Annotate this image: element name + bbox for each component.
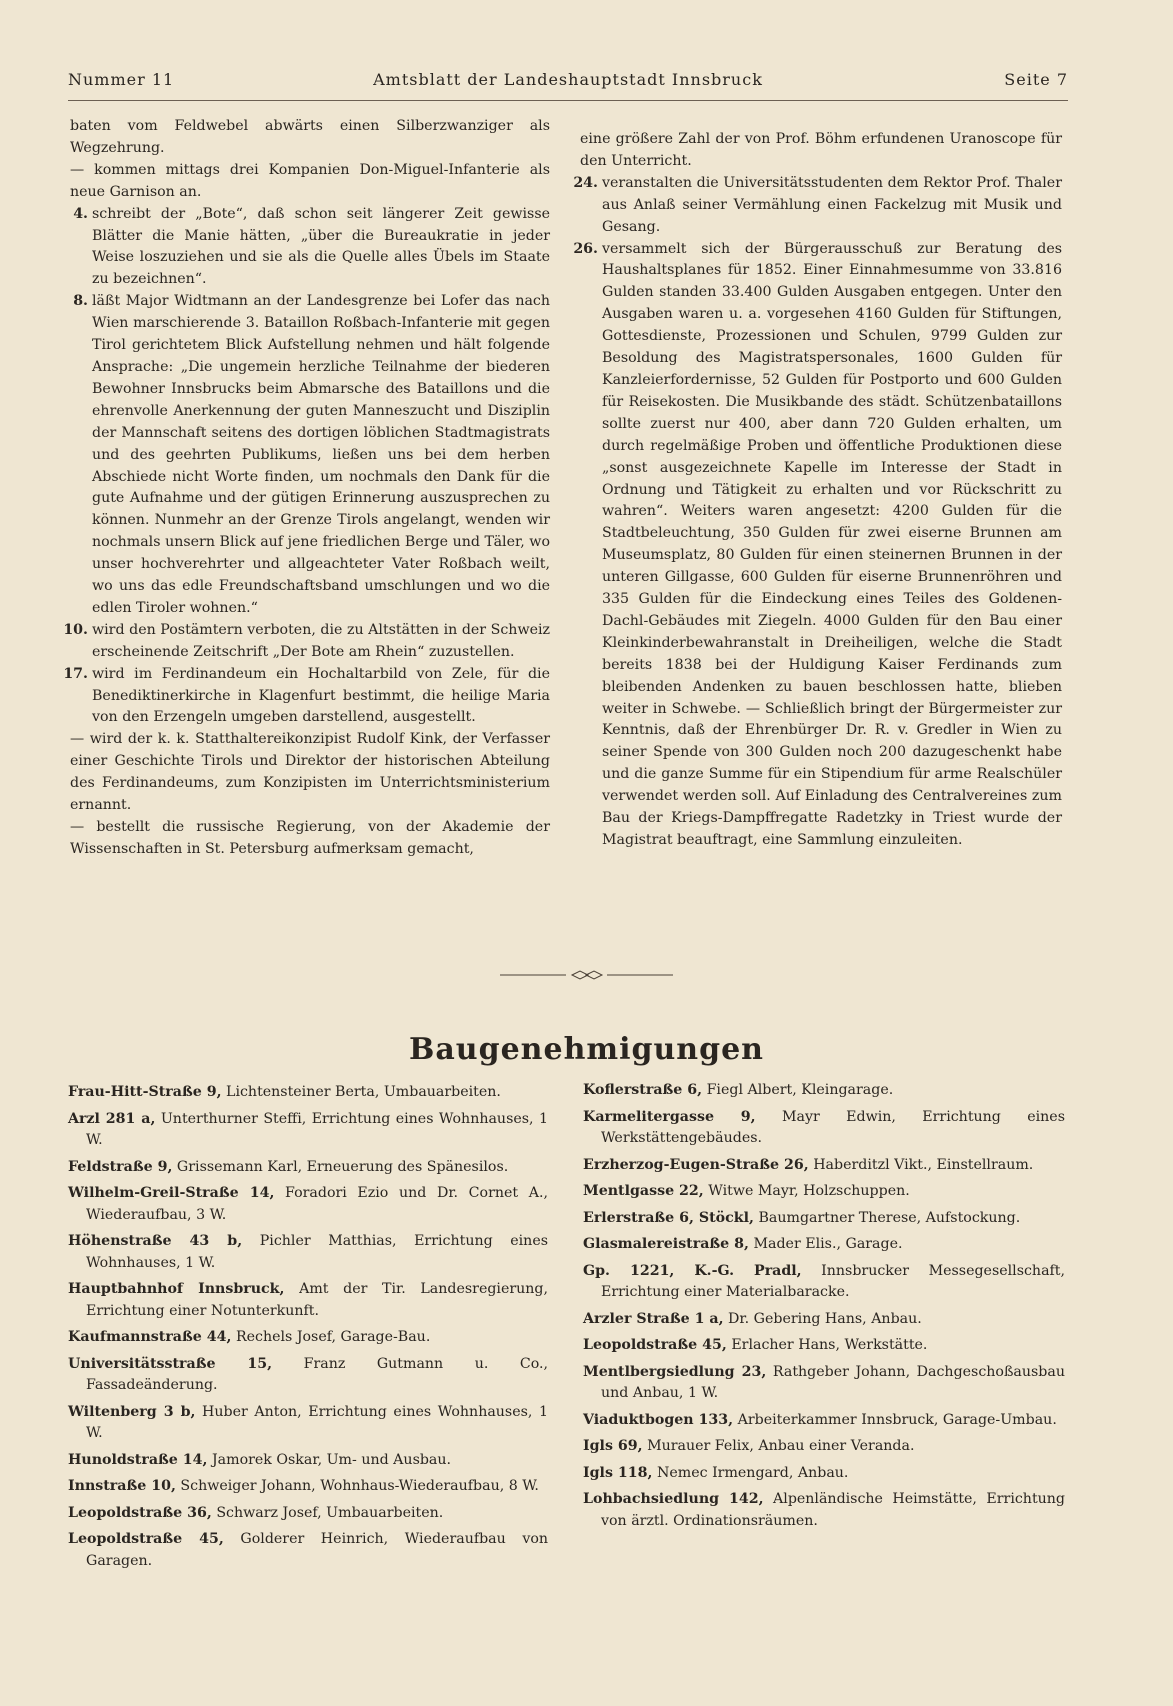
permit-address: Kaufmannstraße 44, bbox=[68, 1329, 232, 1345]
entry-text: läßt Major Widtmann an der Landesgrenze bei Lofer das nach Wien marschierende 3. Bataillon Roßbach-Infanterie mit gegen Tirol gerichtetem Blick Aufstellung nehmen und hält folgende Ansprache: „Die ungemein herzliche Teilnahme der biederen Bewohner Innsbrucks beim Abmarsche des Bataillons und die ehrenvolle Anerkennung der guten Manneszucht und Disziplin der Mannschaft seitens des dortigen löblichen Stadtmagistrats und des geehrten Publikums, ließen uns bei dem herben Abschiede nicht Worte finden, um nochmals den Dank für die gute Aufnahme und der gütigen Erinnerung auszusprechen zu können. Nunmehr an der Grenze Tirols angelangt, wenden wir nochmals unsern Blick auf jene friedlichen Berge und Täler, wo unser hochverehrter und allgeachteter Vater Roßbach weilt, wo uns das edle Freundschaftsband umschlungen und wo die edlen Tiroler wohnen.“ bbox=[92, 293, 550, 616]
permit-address: Hunoldstraße 14, bbox=[68, 1451, 208, 1468]
permit-address: Karmelitergasse 9, bbox=[583, 1108, 756, 1125]
permit-address: Innstraße 10, bbox=[68, 1478, 176, 1494]
paragraph: eine größere Zahl der von Prof. Böhm erfundenen Uranoscope für den Unterricht. bbox=[580, 131, 1062, 169]
entry-text: wird den Postämtern verboten, die zu Altstätten in der Schweiz erscheinende Zeitschrift „Der Bote am Rhein“ zuzustellen. bbox=[92, 621, 550, 660]
permit-entry bbox=[583, 1181, 1065, 1203]
permit-details: Erlacher Hans, Werkstätte. bbox=[731, 1337, 928, 1353]
permit-details: Schweiger Johann, Wohnhaus-Wiederaufbau, 8 W. bbox=[180, 1478, 539, 1494]
permit-entry bbox=[583, 1463, 1065, 1485]
section-heading: Baugenehmigungen bbox=[409, 1032, 764, 1067]
permit-details: Mayr Edwin, Errichtung eines Werkstättengebäudes. bbox=[601, 1108, 1065, 1146]
chronicle-entry bbox=[63, 664, 550, 730]
entry-date: 4. bbox=[73, 205, 88, 222]
chronicle-column-left bbox=[63, 116, 550, 861]
permit-address: Leopoldstraße 45, bbox=[583, 1337, 727, 1353]
entry-date: 26. bbox=[573, 240, 598, 257]
permit-details: Unterthurner Steffi, Errichtung eines Wohnhauses, 1 W. bbox=[86, 1110, 548, 1148]
permit-address: Wilhelm-Greil-Straße 14, bbox=[68, 1185, 275, 1201]
permit-entry bbox=[68, 1082, 548, 1104]
permit-entry bbox=[583, 1261, 1065, 1304]
permit-address: Glasmalereistraße 8, bbox=[583, 1236, 749, 1252]
permit-entry bbox=[583, 1234, 1065, 1256]
permit-details: Haberditzl Vikt., Einstellraum. bbox=[813, 1156, 1034, 1173]
permit-details: Foradori Ezio und Dr. Cornet A., Wiederaufbau, 3 W. bbox=[86, 1185, 548, 1223]
paragraph: — wird der k. k. Statthaltereikonzipist Rudolf Kink, der Verfasser einer Geschichte Tirols und Direktor der historischen Abteilung des Ferdinandeums, zum Konzipisten im Unterrichtsministerium ernannt. bbox=[70, 731, 550, 814]
permit-entry bbox=[68, 1157, 548, 1179]
permit-address: Erzherzog-Eugen-Straße 26, bbox=[583, 1156, 809, 1173]
chronicle-entry bbox=[70, 204, 550, 292]
permit-entry bbox=[583, 1436, 1065, 1458]
permit-details: Dr. Gebering Hans, Anbau. bbox=[728, 1310, 922, 1327]
permit-address: Hauptbahnhof Innsbruck, bbox=[68, 1281, 285, 1297]
permit-details: Jamorek Oskar, Um- und Ausbau. bbox=[211, 1451, 452, 1468]
permit-address: Mentlgasse 22, bbox=[583, 1183, 704, 1199]
chronicle-entry bbox=[70, 291, 550, 620]
permit-details: Golderer Heinrich, Wiederaufbau von Garagen. bbox=[86, 1531, 549, 1569]
permit-details: Murauer Felix, Anbau einer Veranda. bbox=[647, 1438, 915, 1454]
permit-address: Höhenstraße 43 b, bbox=[68, 1233, 243, 1249]
permit-address: Arzl 281 a, bbox=[68, 1110, 156, 1127]
permit-address: Lohbachsiedlung 142, bbox=[583, 1491, 764, 1507]
permit-entry bbox=[68, 1503, 548, 1525]
permit-details: Fiegl Albert, Kleingarage. bbox=[706, 1082, 894, 1098]
paragraph: — bestellt die russische Regierung, von der Akademie der Wissenschaften in St. Petersburg aufmerksam gemacht, bbox=[70, 819, 550, 857]
header-rule bbox=[68, 100, 1068, 101]
permit-address: Koflerstraße 6, bbox=[583, 1082, 703, 1098]
permit-entry bbox=[583, 1489, 1065, 1532]
permit-entry bbox=[583, 1335, 1065, 1357]
permit-details: Witwe Mayr, Holzschuppen. bbox=[708, 1183, 910, 1199]
permit-details: Schwarz Josef, Umbauarbeiten. bbox=[216, 1504, 444, 1521]
permit-details: Pichler Matthias, Errichtung eines Wohnhauses, 1 W. bbox=[86, 1233, 548, 1271]
permit-entry bbox=[583, 1107, 1065, 1150]
entry-text: veranstalten die Universitätsstudenten dem Rektor Prof. Thaler aus Anlaß seiner Vermählung einen Fackelzug mit Musik und Gesang. bbox=[602, 174, 1062, 235]
permit-entry bbox=[68, 1279, 548, 1322]
entry-text: versammelt sich der Bürgerausschuß zur Beratung des Haushaltsplanes für 1852. Einer Einnahmesumme von 33.816 Gulden standen 33.400 Gulden Ausgaben entgegen. Unter den Ausgaben waren u. a. vorgesehen 4160 Gulden für Stiftungen, Gottesdienste, Prozessionen und Schulen, 9799 Gulden zur Besoldung des Magistratspersonales, 1600 Gulden für Kanzleierfordernisse, 52 Gulden für Postporto und 600 Gulden für Reisekosten. Die Musikbande des städt. Schützenbataillons sollte zuerst nur 400, aber dann 720 Gulden erhalten, um durch regelmäßige Proben und öffentliche Produktionen diese „sonst ausgezeichnete Kapelle im Interesse der Stadt in Ordnung und Tätigkeit zu erhalten und vor Rückschritt zu wahren“. Weiters waren angesetzt: 4200 Gulden für die Stadtbeleuchtung, 350 Gulden für zwei eiserne Brunnen am Museumsplatz, 80 Gulden für einen steinernen Brunnen in der unteren Gillgasse, 600 Gulden für eiserne Brunnenröhren und 335 Gulden für die Eindeckung eines Teiles des Goldenen-Dachl-Gebäudes mit Ziegeln. 4000 Gulden für den Bau einer Kleinkinderbewahranstalt in Dreiheiligen, welche die Stadt bereits 1838 bei der Huldigung Kaiser Ferdinands zum bleibenden Andenken zu bauen beschlossen hatte, blieben weiter in Schwebe. — Schließlich bringt der Bürgermeister zur Kenntnis, daß der Ehrenbürger Dr. R. v. Gredler in Wien zu seiner Spende von 300 Gulden noch 200 dazugeschenkt habe und die ganze Summe für ein Stipendium für arme Realschüler verwendet werden soll. Auf Einladung des Centralvereines zum Bau der Kriegs-Dampffregatte Radetzky in Triest wurde der Magistrat beauftragt, eine Sammlung einzuleiten. bbox=[602, 240, 1062, 848]
permit-details: Mader Elis., Garage. bbox=[753, 1236, 903, 1252]
entry-text: wird im Ferdinandeum ein Hochaltarbild von Zele, für die Benediktinerkirche in Klagenfurt bestimmt, die heilige Maria von den Erzengeln umgeben darstellend, ausgestellt. bbox=[92, 665, 550, 726]
page-number: Seite 7 bbox=[1004, 70, 1068, 89]
issue-number: Nummer 11 bbox=[68, 70, 175, 89]
permit-address: Mentlbergsiedlung 23, bbox=[583, 1363, 767, 1380]
permit-details: Rathgeber Johann, Dachgeschoßausbau und Anbau, 1 W. bbox=[601, 1363, 1065, 1401]
section-divider-ornament-icon bbox=[500, 970, 673, 980]
permit-entry bbox=[68, 1109, 548, 1152]
chronicle-entry bbox=[63, 620, 550, 664]
entry-date: 24. bbox=[573, 174, 598, 191]
permit-address: Universitätsstraße 15, bbox=[68, 1355, 273, 1372]
page-header bbox=[68, 70, 1068, 96]
permit-entry bbox=[68, 1402, 548, 1445]
permit-details: Rechels Josef, Garage-Bau. bbox=[235, 1329, 431, 1345]
permit-entry bbox=[68, 1183, 548, 1226]
permit-address: Wiltenberg 3 b, bbox=[68, 1403, 196, 1420]
permit-details: Innsbrucker Messegesellschaft, Errichtung einer Materialbaracke. bbox=[601, 1262, 1065, 1300]
permit-details: Huber Anton, Errichtung eines Wohnhauses, 1 W. bbox=[86, 1403, 548, 1441]
permit-address: Erlerstraße 6, Stöckl, bbox=[583, 1209, 754, 1226]
permit-address: Leopoldstraße 36, bbox=[68, 1504, 212, 1521]
permit-details: Franz Gutmann u. Co., Fassadeänderung. bbox=[86, 1355, 549, 1393]
permit-entry bbox=[583, 1362, 1065, 1405]
permit-list-left bbox=[68, 1082, 548, 1577]
permit-entry bbox=[583, 1410, 1065, 1432]
permit-entry bbox=[583, 1155, 1065, 1177]
paragraph: baten vom Feldwebel abwärts einen Silberzwanziger als Wegzehrung. bbox=[70, 118, 550, 156]
entry-date: 10. bbox=[63, 621, 88, 638]
paragraph: — kommen mittags drei Kompanien Don-Miguel-Infanterie als neue Garnison an. bbox=[70, 161, 550, 200]
permit-entry bbox=[583, 1309, 1065, 1331]
permit-entry bbox=[68, 1354, 548, 1397]
permit-entry bbox=[68, 1450, 548, 1472]
permit-address: Feldstraße 9, bbox=[68, 1158, 173, 1175]
permit-address: Igls 69, bbox=[583, 1438, 643, 1454]
permit-details: Baumgartner Therese, Aufstockung. bbox=[758, 1209, 1021, 1226]
permit-address: Leopoldstraße 45, bbox=[68, 1531, 224, 1547]
chronicle-column-right bbox=[573, 129, 1062, 852]
permit-details: Alpenländische Heimstätte, Errichtung von ärztl. Ordinationsräumen. bbox=[601, 1491, 1065, 1529]
permit-entry bbox=[68, 1529, 548, 1572]
permit-entry bbox=[68, 1231, 548, 1274]
permit-details: Lichtensteiner Berta, Umbauarbeiten. bbox=[226, 1084, 501, 1100]
entry-date: 17. bbox=[63, 665, 88, 682]
permit-entry bbox=[583, 1208, 1065, 1230]
permit-address: Viaduktbogen 133, bbox=[583, 1411, 734, 1428]
permit-list-right bbox=[583, 1080, 1065, 1537]
permit-entry bbox=[68, 1327, 548, 1349]
chronicle-entry bbox=[573, 239, 1062, 852]
entry-date: 8. bbox=[73, 293, 88, 310]
permit-address: Arzler Straße 1 a, bbox=[583, 1310, 724, 1327]
permit-address: Gp. 1221, K.-G. Pradl, bbox=[583, 1262, 802, 1279]
chronicle-entry bbox=[573, 173, 1062, 239]
entry-text: schreibt der „Bote“, daß schon seit längerer Zeit gewisse Blätter die Manie hätten, „über die Bureaukratie in jeder Weise loszuziehen und sie als die Quelle alles Übels im Staate zu bezeichnen“. bbox=[92, 205, 550, 288]
permit-address: Igls 118, bbox=[583, 1464, 653, 1481]
publication-title: Amtsblatt der Landeshauptstadt Innsbruck bbox=[373, 70, 763, 89]
permit-entry bbox=[583, 1080, 1065, 1102]
permit-address: Frau-Hitt-Straße 9, bbox=[68, 1084, 222, 1100]
permit-details: Nemec Irmengard, Anbau. bbox=[656, 1464, 849, 1481]
permit-details: Grissemann Karl, Erneuerung des Spänesilos. bbox=[176, 1158, 509, 1175]
permit-details: Arbeiterkammer Innsbruck, Garage-Umbau. bbox=[737, 1411, 1057, 1428]
permit-details: Amt der Tir. Landesregierung, Errichtung einer Notunterkunft. bbox=[86, 1281, 548, 1319]
permit-entry bbox=[68, 1476, 548, 1498]
